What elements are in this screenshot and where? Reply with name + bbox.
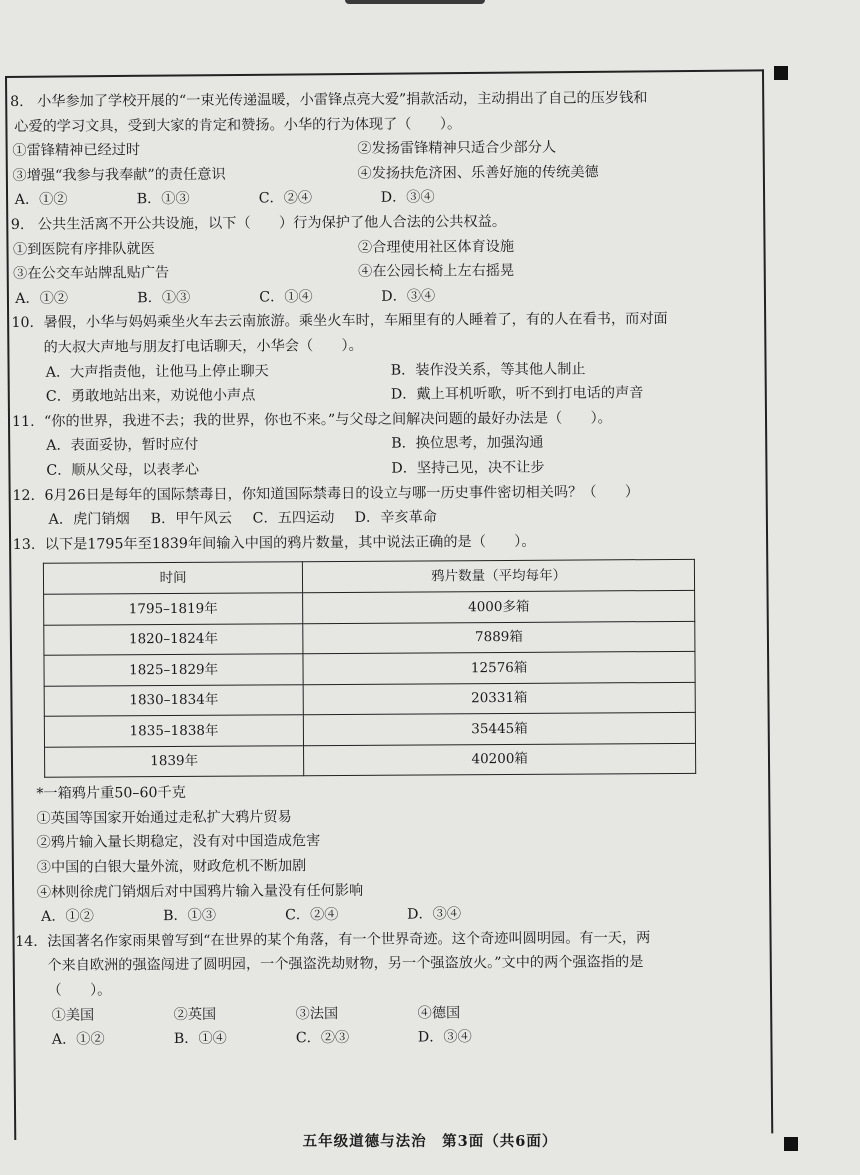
option-b: B．甲午风云 [150, 510, 233, 528]
question-number: 8. [10, 93, 24, 110]
statement-3: ③在公交车站牌乱贴广告 [13, 265, 170, 283]
table-cell: 1839年 [45, 745, 304, 777]
table-cell: 12576箱 [303, 652, 695, 685]
option-d: D．③④ [406, 906, 462, 923]
option-c: C．②④ [284, 907, 339, 924]
question-11 [12, 405, 756, 434]
option-a: A．①② [51, 1031, 105, 1048]
option-c: C．①④ [259, 288, 313, 306]
question-9 [11, 208, 755, 237]
statement-row [10, 159, 754, 188]
table-row [44, 591, 695, 625]
option-d: D．③④ [380, 189, 435, 207]
table-row [44, 682, 695, 716]
option-c: C．勇敢地站出来，劝说他小声点 [45, 387, 256, 405]
option-a: A．表面妥协，暂时应付 [46, 437, 199, 455]
question-text: 6月26日是每年的国际禁毒日，你知道国际禁毒日的设立与哪一历史事件密切相关吗？（ ） [44, 483, 640, 504]
option-b: B．装作没关系，等其他人制止 [390, 361, 586, 379]
question-number: 13. [12, 536, 36, 553]
table-cell: 1830–1834年 [44, 685, 303, 717]
question-number: 12. [12, 487, 36, 504]
statement-4: ④林则徐虎门销烟后对中国鸦片输入量没有任何影响 [36, 882, 364, 901]
option-d: D．③④ [417, 1029, 472, 1046]
table-cell: 7889箱 [303, 621, 695, 654]
question-number: 9. [10, 216, 25, 233]
table-cell: 20331箱 [303, 682, 695, 715]
question-text: 公共生活离不开公共设施，以下（ ）行为保护了他人合法的公共权益。 [37, 213, 507, 233]
statement-2: ②发扬雷锋精神只适合少部分人 [357, 139, 557, 158]
statement-3: ③法国 [295, 1005, 339, 1022]
table-footnote: *一箱鸦片重50–60千克 [36, 785, 186, 803]
question-text-continued: 个来自欧洲的强盗闯进了圆明园，一个强盗洗劫财物，另一个强盗放火。”文中的两个强盗指的是 [47, 954, 644, 975]
option-b: B．①③ [137, 289, 191, 306]
table-row [45, 743, 696, 777]
table-cell: 1835–1838年 [44, 715, 303, 747]
exam-content [10, 85, 760, 1052]
option-b: B．①③ [163, 908, 217, 925]
statement-2: ②合理使用社区体育设施 [357, 238, 515, 256]
statement-row [11, 258, 755, 287]
option-d: D．辛亥革命 [354, 509, 437, 526]
option-b: B．①③ [136, 191, 190, 208]
option-a: A．大声指责他，让他马上停止聊天 [45, 362, 269, 381]
question-number: 11. [11, 413, 35, 430]
scan-edge-shadow [345, 0, 485, 4]
table-header-row [43, 560, 694, 595]
question-13 [13, 528, 757, 557]
option-c: C．②④ [258, 190, 313, 207]
question-text-continued: （ ）。 [47, 982, 112, 999]
answer-options [16, 1024, 760, 1053]
option-a: A．①② [41, 908, 94, 926]
column-header: 鸦片数量（平均每年） [303, 560, 695, 593]
option-b: B．换位思考，加强沟通 [391, 435, 544, 452]
statement-2: ②鸦片输入量长期稳定，没有对中国造成危害 [36, 833, 321, 852]
option-c: C．顺从父母，以表孝心 [46, 461, 200, 479]
table-row [44, 713, 695, 747]
column-header: 时间 [43, 562, 302, 595]
option-d: D．戴上耳机听歌，听不到打电话的声音 [390, 385, 644, 403]
question-text: 以下是1795年至1839年间输入中国的鸦片数量，其中说法正确的是（ ）。 [44, 533, 536, 553]
question-text: 法国著名作家雨果曾写到“在世界的某个角落，有一个世界奇迹。这个奇迹叫圆明园。有一天，两 [47, 929, 651, 950]
question-number: 10. [11, 315, 35, 332]
statement-4: ④德国 [417, 1004, 461, 1022]
alignment-marker-top-right [774, 66, 788, 80]
page-footer: 五年级道德与法治 第3面（共6面） [302, 1133, 558, 1150]
option-b: B．①④ [173, 1030, 227, 1048]
table-cell: 1795–1819年 [44, 593, 303, 625]
table-row [44, 621, 695, 655]
statement-4: ④在公园长椅上左右摇晃 [358, 263, 515, 281]
option-d: D．③④ [381, 288, 436, 305]
statement-3: ③中国的白银大量外流，财政危机不断加剧 [36, 858, 307, 876]
statement-list [14, 802, 759, 905]
question-14 [15, 925, 759, 954]
question-number: 14. [15, 933, 38, 950]
option-a: A．①② [14, 192, 68, 209]
option-a: A．虎门销烟 [48, 511, 130, 528]
statement-1: ①雷锋精神已经过时 [12, 142, 141, 160]
table-cell: 1820–1824年 [44, 624, 303, 656]
question-text-continued: 的大叔大声地与朋友打电话聊天，小华会（ ）。 [43, 337, 363, 356]
table-cell: 1825–1829年 [44, 654, 303, 686]
table-row [44, 652, 695, 686]
option-a: A．①② [15, 290, 69, 307]
statement-1: ①英国等国家开始通过走私扩大鸦片贸易 [36, 809, 292, 827]
option-c: C．②③ [295, 1030, 350, 1047]
option-c: C．五四运动 [252, 510, 335, 527]
table-cell: 35445箱 [304, 713, 696, 746]
question-text: 小华参加了学校开展的“一束光传递温暖，小雷锋点亮大爱”捐款活动，主动捐出了自己的压岁钱和 [37, 90, 648, 110]
question-10 [11, 307, 755, 336]
statement-2: ②英国 [173, 1006, 217, 1023]
question-text-continued: 心爱的学习文具，受到大家的肯定和赞扬。小华的行为体现了（ ）。 [14, 115, 462, 135]
question-8 [10, 85, 754, 114]
option-d: D．坚持己见，决不让步 [391, 459, 545, 477]
table-cell: 40200箱 [304, 743, 696, 776]
statement-1: ①美国 [51, 1007, 95, 1024]
statement-3: ③增强“我参与我奉献”的责任意识 [12, 166, 226, 184]
statement-1: ①到医院有序排队就医 [12, 240, 155, 258]
question-12 [12, 479, 756, 508]
table-cell: 4000多箱 [303, 591, 695, 624]
question-text: 暑假，小华与妈妈乘坐火车去云南旅游。乘坐火车时，车厢里有的人睡着了，有的人在看书，而对面 [43, 311, 668, 332]
question-text: “你的世界，我进不去；我的世界，你也不来。”与父母之间解决问题的最好办法是（ ）。 [43, 410, 612, 430]
statement-4: ④发扬扶危济困、乐善好施的传统美德 [357, 164, 599, 182]
opium-import-table [43, 559, 696, 778]
